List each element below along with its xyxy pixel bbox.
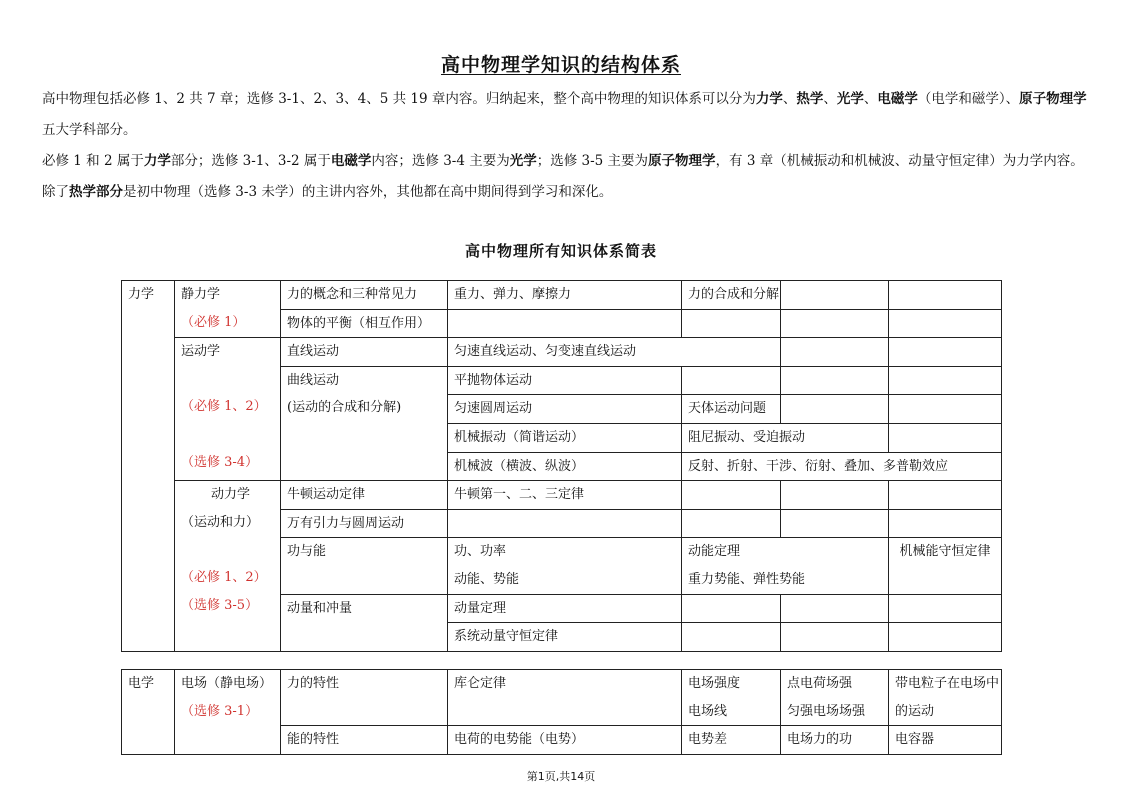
cell: 机械能守恒定律 bbox=[889, 538, 1002, 594]
cell: 力的概念和三种常见力 bbox=[281, 281, 448, 310]
cell: 能的特性 bbox=[281, 726, 448, 755]
cell bbox=[682, 594, 781, 623]
cell bbox=[781, 594, 889, 623]
intro-paragraph-1: 高中物理包括必修 1、2 共 7 章；选修 3-1、2、3、4、5 共 19 章内容。归纳起来，整个高中物理的知识体系可以分为力学、热学、光学、电磁学（电学和磁学）、原子物理学五大学科部分。 bbox=[42, 91, 1087, 138]
cell-mechanics: 力学 bbox=[122, 281, 175, 652]
cell: 电场力的功 bbox=[781, 726, 889, 755]
cell: 动量定理 bbox=[448, 594, 682, 623]
cell: 物体的平衡（相互作用） bbox=[281, 309, 448, 338]
cell bbox=[781, 366, 889, 395]
cell-kinematics: 运动学 （必修 1、2） （选修 3-4） bbox=[175, 338, 281, 481]
cell bbox=[682, 623, 781, 652]
cell: 力的特性 bbox=[281, 670, 448, 726]
cell: 天体运动问题 bbox=[682, 395, 781, 424]
cell: 动量和冲量 bbox=[281, 594, 448, 651]
cell bbox=[448, 309, 682, 338]
cell: 系统动量守恒定律 bbox=[448, 623, 682, 652]
cell bbox=[889, 309, 1002, 338]
cell: 平抛物体运动 bbox=[448, 366, 682, 395]
page-title: 高中物理学知识的结构体系 bbox=[440, 54, 681, 76]
table-row bbox=[122, 338, 1002, 367]
cell: 机械振动（简谐运动） bbox=[448, 423, 682, 452]
cell: 电容器 bbox=[889, 726, 1002, 755]
cell-electricity: 电学 bbox=[122, 670, 175, 755]
cell: 电荷的电势能（电势） bbox=[448, 726, 682, 755]
cell bbox=[889, 509, 1002, 538]
table-row bbox=[122, 281, 1002, 310]
cell: 匀速直线运动、匀变速直线运动 bbox=[448, 338, 781, 367]
cell: 重力、弹力、摩擦力 bbox=[448, 281, 682, 310]
cell: 带电粒子在电场中的运动 bbox=[889, 670, 1002, 726]
cell: 牛顿第一、二、三定律 bbox=[448, 481, 682, 510]
cell bbox=[682, 509, 781, 538]
cell: 功与能 bbox=[281, 538, 448, 594]
knowledge-table bbox=[121, 280, 1002, 652]
cell-statics: 静力学 （必修 1） bbox=[175, 281, 281, 338]
page-footer: 第1页,共14页 bbox=[526, 770, 596, 783]
cell bbox=[889, 623, 1002, 652]
cell: 万有引力与圆周运动 bbox=[281, 509, 448, 538]
cell bbox=[781, 509, 889, 538]
cell bbox=[781, 338, 889, 367]
cell bbox=[448, 509, 682, 538]
cell-dynamics: 动力学 （运动和力） （必修 1、2） （选修 3-5） bbox=[175, 481, 281, 652]
cell-curve: 曲线运动 (运动的合成和分解) bbox=[281, 366, 448, 480]
cell: 动能定理 重力势能、弹性势能 bbox=[682, 538, 889, 594]
cell: 功、功率 动能、势能 bbox=[448, 538, 682, 594]
cell bbox=[889, 338, 1002, 367]
cell-efield: 电场（静电场） （选修 3-1） bbox=[175, 670, 281, 755]
cell bbox=[781, 623, 889, 652]
cell bbox=[889, 594, 1002, 623]
cell: 匀速圆周运动 bbox=[448, 395, 682, 424]
cell bbox=[682, 481, 781, 510]
cell bbox=[781, 281, 889, 310]
cell: 机械波（横波、纵波） bbox=[448, 452, 682, 481]
cell: 直线运动 bbox=[281, 338, 448, 367]
cell bbox=[889, 423, 1002, 452]
cell bbox=[889, 366, 1002, 395]
cell: 点电荷场强 匀强电场场强 bbox=[781, 670, 889, 726]
cell bbox=[781, 481, 889, 510]
cell: 阻尼振动、受迫振动 bbox=[682, 423, 889, 452]
cell bbox=[889, 481, 1002, 510]
cell: 牛顿运动定律 bbox=[281, 481, 448, 510]
table-row bbox=[122, 481, 1002, 510]
cell: 反射、折射、干涉、衍射、叠加、多普勒效应 bbox=[682, 452, 1002, 481]
cell bbox=[682, 366, 781, 395]
cell bbox=[781, 395, 889, 424]
cell: 电势差 bbox=[682, 726, 781, 755]
knowledge-table-electricity bbox=[121, 669, 1002, 755]
cell bbox=[889, 281, 1002, 310]
table-title: 高中物理所有知识体系简表 bbox=[464, 242, 657, 260]
cell bbox=[682, 309, 781, 338]
cell: 力的合成和分解 bbox=[682, 281, 781, 310]
cell bbox=[781, 309, 889, 338]
cell: 电场强度 电场线 bbox=[682, 670, 781, 726]
cell bbox=[889, 395, 1002, 424]
intro-paragraph-2: 必修 1 和 2 属于力学部分；选修 3-1、3-2 属于电磁学内容；选修 3-4 主要为光学；选修 3-5 主要为原子物理学，有 3 章（机械振动和机械波、动量守恒定律）为力学内容。除了热学部分是初中物理（选修 3-3 未学）的主讲内容外，其他都在高中期间得到学习和深化。 bbox=[42, 153, 1084, 200]
cell: 库仑定律 bbox=[448, 670, 682, 726]
